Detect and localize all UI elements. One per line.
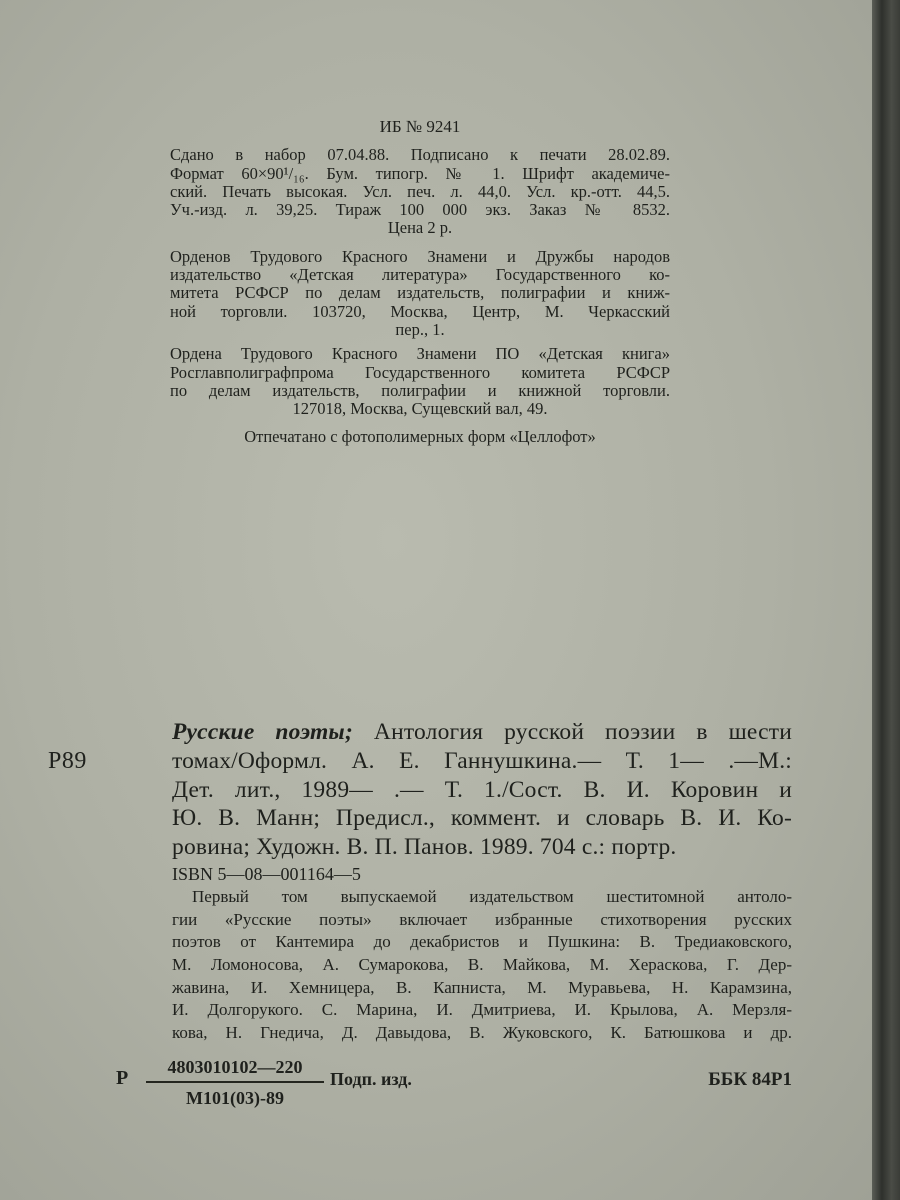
printer-line: Росглавполиграфпрома Государственного комитета РСФСР (170, 362, 670, 382)
card-title: Русские поэты; (172, 719, 353, 745)
annotation-line: М. Ломоносова, А. Сумарокова, В. Майкова, М. Хераскова, Г. Дер- (172, 955, 792, 975)
production-line: Уч.-изд. л. 39,25. Тираж 100 000 экз. Заказ № 8532. (170, 200, 670, 220)
card-title-line (172, 718, 792, 747)
call-number: Р89 (48, 748, 87, 774)
publisher-line: ной торговли. 103720, Москва, Центр, М. Черкасский (170, 301, 670, 321)
annotation-line: жавина, И. Хемницера, В. Капниста, М. Муравьева, Н. Карамзина, (172, 977, 792, 997)
card-line: Ю. В. Манн; Предисл., коммент. и словарь В. И. Ко- (172, 805, 792, 832)
annotation-line: Первый том выпускаемой издательством шеститомной антоло- (192, 886, 792, 906)
production-line: ский. Печать высокая. Усл. печ. л. 44,0. Усл. кр.-отт. 44,5. (170, 181, 670, 201)
isbn: ISBN 5—08—001164—5 (172, 863, 361, 884)
classification-fraction (146, 1056, 324, 1109)
classification-footer (116, 1056, 792, 1116)
publisher-address-end: пер., 1. (395, 319, 445, 339)
card-line: Дет. лит., 1989— .— Т. 1./Сост. В. И. Коровин и (172, 776, 792, 803)
card-line: ровина; Художн. В. П. Панов. 1989. 704 с.: портр. (172, 834, 677, 861)
publisher-line: Орденов Трудового Красного Знамени и Дружбы народов (170, 246, 670, 266)
annotation-line: гии «Русские поэты» включает избранные стихотворения русских (172, 909, 792, 929)
publisher-line: издательство «Детская литература» Государственного ко- (170, 265, 670, 285)
subscription-note: Подп. изд. (330, 1069, 412, 1089)
card-line: томах/Оформл. А. Е. Ганнушкина.— Т. 1— .—М.: (172, 747, 792, 774)
fraction-numerator: 4803010102—220 (167, 1057, 303, 1077)
bbk-code: ББК 84Р1 (708, 1069, 792, 1090)
ib-number: ИБ № 9241 (379, 117, 461, 136)
annotation-line: И. Долгорукого. С. Марина, И. Дмитриева, И. Крылова, А. Мерзля- (172, 1000, 792, 1020)
classification-letter: Р (116, 1067, 129, 1089)
card-subtitle: Антология русской поэзии в шести (352, 719, 792, 745)
book-spine-edge (872, 0, 900, 1200)
fraction-bar (146, 1081, 324, 1083)
price: Цена 2 р. (387, 218, 453, 238)
printed-from-note: Отпечатано с фотополимерных форм «Целлофот» (244, 427, 596, 447)
production-line: Сдано в набор 07.04.88. Подписано к печати 28.02.89. (170, 145, 670, 165)
production-line: Формат 60×90¹/₁₆. Бум. типогр. № 1. Шрифт академиче- (170, 163, 670, 183)
publisher-line: митета РСФСР по делам издательств, полиграфии и книж- (170, 283, 670, 303)
printer-address: 127018, Москва, Сущевский вал, 49. (292, 399, 548, 419)
printer-line: по делам издательств, полиграфии и книжной торговли. (170, 380, 670, 400)
annotation-line: поэтов от Кантемира до декабристов и Пушкина: В. Тредиаковского, (172, 932, 792, 952)
imprint-block (170, 118, 670, 447)
fraction-denominator: М101(03)-89 (186, 1088, 284, 1108)
catalog-card (172, 718, 792, 1045)
annotation-line: кова, Н. Гнедича, Д. Давыдова, В. Жуковского, К. Батюшкова и др. (172, 1023, 792, 1043)
printer-line: Ордена Трудового Красного Знамени ПО «Детская книга» (170, 344, 670, 364)
